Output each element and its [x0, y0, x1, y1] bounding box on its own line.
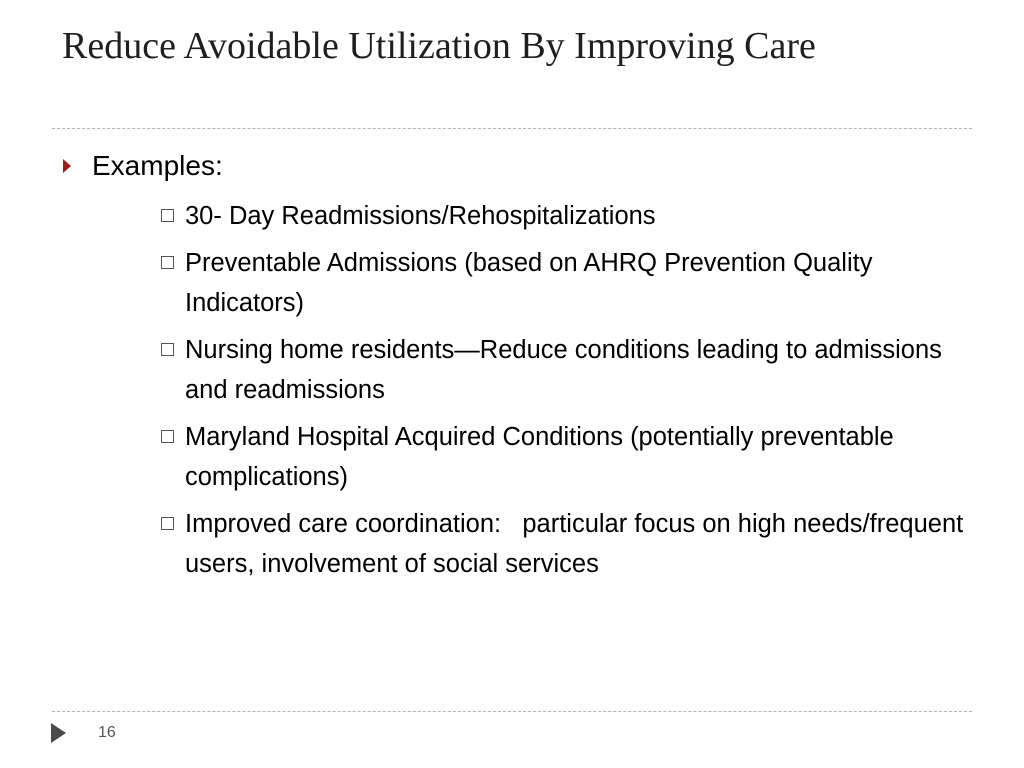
title-divider	[52, 128, 972, 129]
list-item	[159, 417, 974, 497]
bullet-label: Examples:	[92, 150, 223, 181]
bullet-examples	[92, 146, 223, 186]
list-item	[159, 196, 974, 236]
bullet-arrow-icon	[63, 159, 71, 173]
page-number: 16	[98, 724, 116, 741]
list-item-text: 30- Day Readmissions/Rehospitalizations	[185, 202, 656, 230]
checkbox-bullet-icon	[161, 209, 174, 222]
list-item-text: Preventable Admissions (based on AHRQ Prevention Quality Indicators)	[185, 249, 873, 317]
checkbox-bullet-icon	[161, 256, 174, 269]
play-arrow-icon[interactable]	[51, 723, 66, 743]
checkbox-bullet-icon	[161, 343, 174, 356]
list-item	[159, 330, 974, 410]
list-item	[159, 504, 974, 584]
list-item-text: Maryland Hospital Acquired Conditions (potentially preventable complications)	[185, 423, 894, 491]
footer-divider	[52, 711, 972, 712]
slide-title: Reduce Avoidable Utilization By Improving Care	[62, 25, 816, 67]
list-item-text: Improved care coordination: particular focus on high needs/frequent users, involvement of social services	[185, 510, 971, 578]
checkbox-bullet-icon	[161, 430, 174, 443]
sub-bullet-list	[159, 196, 974, 591]
list-item-text: Nursing home residents—Reduce conditions leading to admissions and readmissions	[185, 336, 942, 404]
list-item	[159, 243, 974, 323]
checkbox-bullet-icon	[161, 517, 174, 530]
